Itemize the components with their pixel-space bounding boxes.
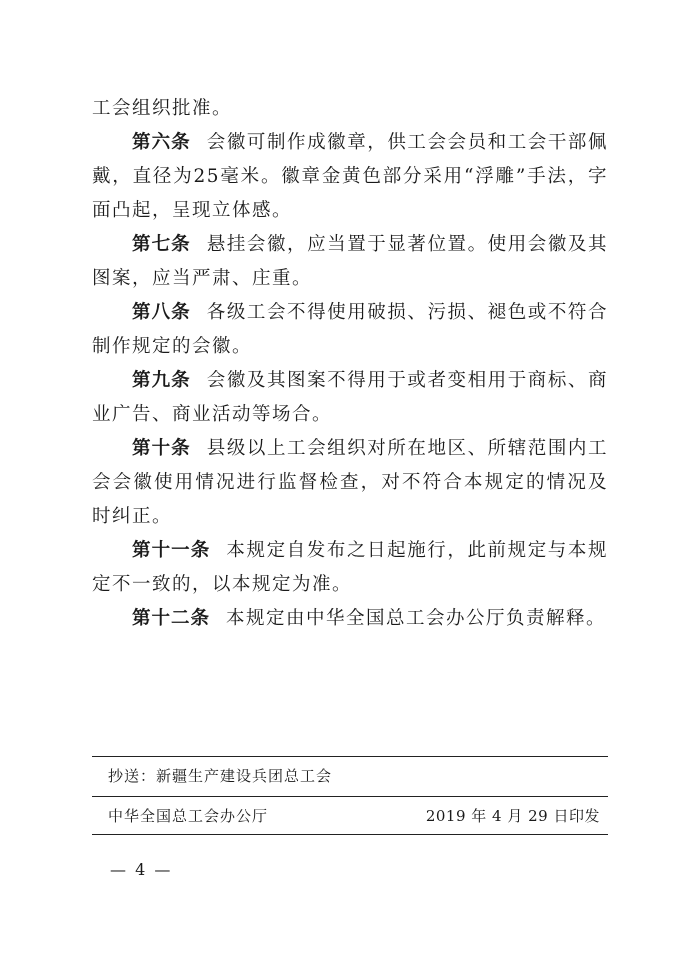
article-text: 本规定自发布之日起施行，此前规定与本规定不一致的，以本规定为准。 — [92, 540, 608, 595]
article-text: 各级工会不得使用破损、污损、褪色或不符合制作规定的会徽。 — [92, 302, 608, 357]
page-number: — 4 — — [110, 860, 173, 879]
divider-bottom — [92, 834, 608, 835]
article-number: 第十二条 — [132, 608, 211, 629]
article-number: 第十一条 — [132, 540, 211, 561]
article-12 — [92, 602, 608, 636]
article-text: 会徽可制作成徽章，供工会会员和工会干部佩戴，直径为25毫米。徽章金黄色部分采用“浮雕”手法，字面凸起，呈现立体感。 — [92, 132, 608, 221]
article-number: 第七条 — [132, 234, 191, 255]
article-text: 会徽及其图案不得用于或者变相用于商标、商业广告、商业活动等场合。 — [92, 370, 608, 425]
article-6 — [92, 126, 608, 228]
article-text: 悬挂会徽，应当置于显著位置。使用会徽及其图案，应当严肃、庄重。 — [92, 234, 608, 289]
article-text: 本规定由中华全国总工会办公厅负责解释。 — [226, 608, 607, 629]
article-7 — [92, 228, 608, 296]
intro-text: 工会组织批准。 — [92, 98, 233, 119]
article-number: 第十条 — [132, 438, 191, 459]
article-number: 第六条 — [132, 132, 191, 153]
article-11 — [92, 534, 608, 602]
divider-top — [92, 756, 608, 757]
article-number: 第九条 — [132, 370, 191, 391]
cc-line: 抄送：新疆生产建设兵团总工会 — [108, 767, 333, 785]
article-number: 第八条 — [132, 302, 191, 323]
article-9 — [92, 364, 608, 432]
issue-date: 2019 年 4 月 29 日印发 — [425, 807, 600, 825]
article-8 — [92, 296, 608, 364]
issuer: 中华全国总工会办公厅 — [108, 807, 269, 825]
divider-middle — [92, 796, 608, 797]
document-body — [92, 92, 608, 636]
article-text: 县级以上工会组织对所在地区、所辖范围内工会会徽使用情况进行监督检查，对不符合本规定的情况及时纠正。 — [92, 438, 608, 527]
article-10 — [92, 432, 608, 534]
intro-line — [92, 92, 608, 126]
